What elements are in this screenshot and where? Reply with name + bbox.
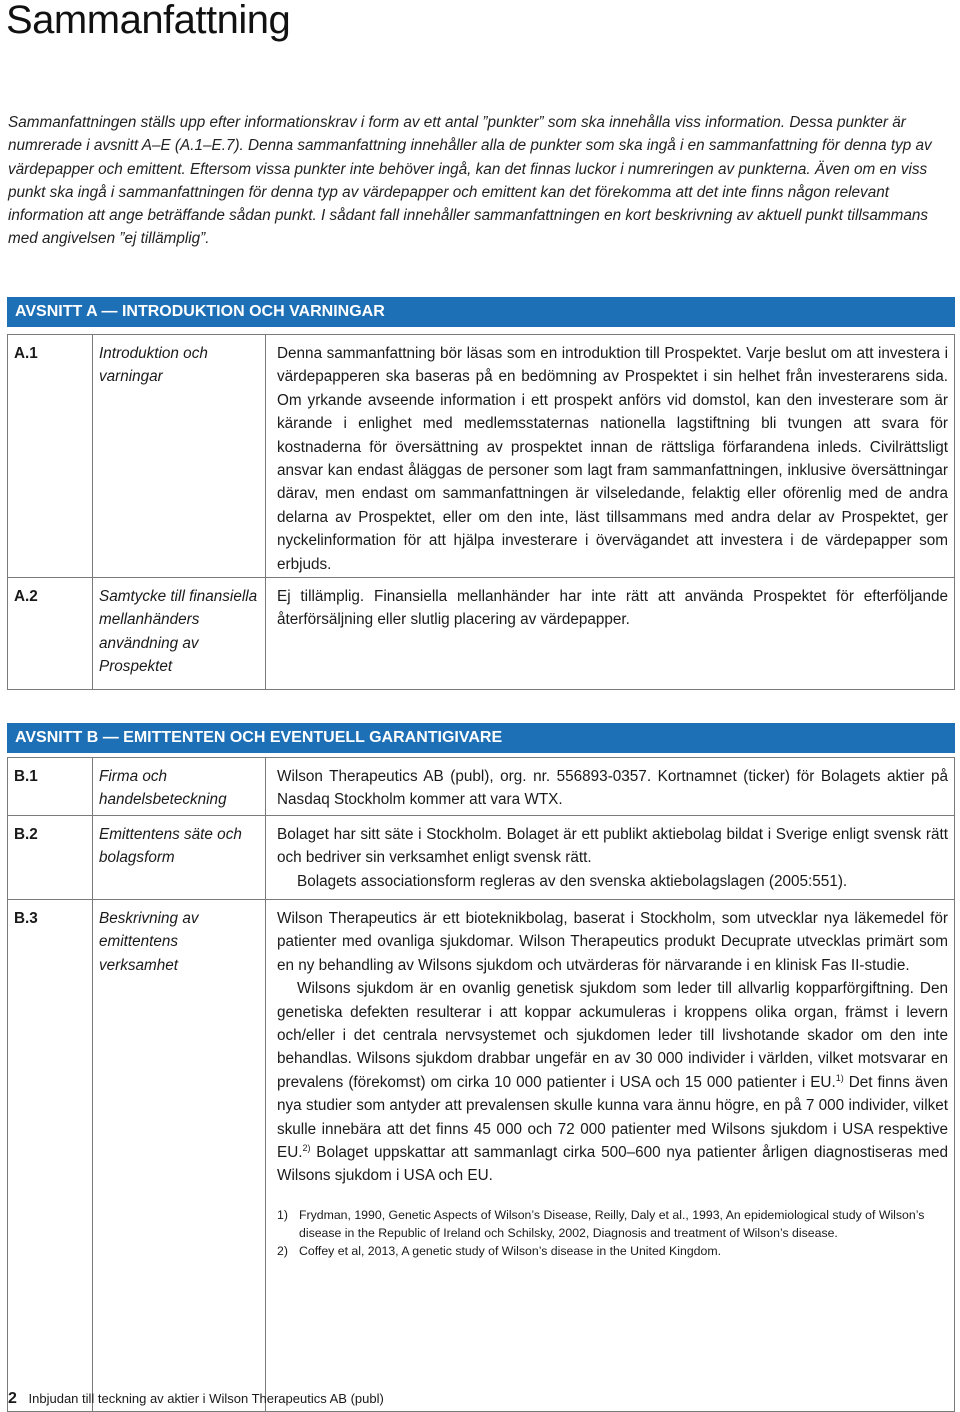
item-text: Ej tillämplig. Finansiella mellanhänder har inte rätt att använda Prospektet för efterföljande återförsäljning eller slutlig placering av värdepapper. — [266, 578, 955, 690]
footnote-text: Coffey et al, 2013, A genetic study of Wilson’s disease in the United Kingdom. — [299, 1243, 721, 1258]
footnote-number: 1) — [277, 1207, 288, 1222]
item-name: Beskrivning av emittentens verksamhet — [93, 900, 266, 1412]
footnote-text: Frydman, 1990, Genetic Aspects of Wilson’s Disease, Reilly, Daly et al., 1993, An epidemiological study of Wilson’s disease in the Republic of Ireland och Schilsky, 2002, Diagnosis and treatment of Wilson’s disease. — [299, 1207, 925, 1240]
section-a-header: AVSNITT A — INTRODUKTION OCH VARNINGAR — [7, 297, 955, 327]
table-row — [8, 900, 955, 1412]
item-text — [266, 900, 955, 1412]
page-number: 2 — [8, 1390, 17, 1407]
table-row — [8, 758, 955, 816]
section-b-header: AVSNITT B — EMITTENTEN OCH EVENTUELL GARANTIGIVARE — [7, 723, 955, 753]
b2-paragraph-2: Bolagets associationsform regleras av den svenska aktiebolagslagen (2005:551). — [297, 872, 848, 890]
section-b-table — [7, 757, 955, 1412]
item-id: A.1 — [8, 335, 93, 578]
item-text — [266, 816, 955, 900]
item-name: Introduktion och varningar — [93, 335, 266, 578]
item-id: A.2 — [8, 578, 93, 690]
item-id: B.2 — [8, 816, 93, 900]
b3-text-c: Bolaget uppskattar att sammanlagt cirka 500–600 nya patienter årligen diagnostiseras med Wilsons sjukdom i USA och EU. — [277, 1144, 948, 1185]
b3-paragraph-2 — [277, 977, 948, 1188]
item-name: Samtycke till finansiella mellanhänders användning av Prospektet — [93, 578, 266, 690]
intro-paragraph: Sammanfattningen ställs upp efter informationskrav i form av ett antal ”punkter” som ska innehålla viss information. Dessa punkter är numrerade i avsnitt A–E (A.1–E.7). Denna sammanfattning innehåller alla de punkter som ska ingå i en sammanfattning för denna typ av värdepapper och emittent. Eftersom vissa punkter inte behöver ingå, kan det finnas luckor i numreringen av punkterna. Även om en viss punkt ska ingå i sammanfattningen för denna typ av värdepapper och emittent kan det förekomma att det inte finns någon relevant information att ange beträffande sådan punkt. I sådant fall innehåller sammanfattningen en kort beskrivning av aktuell punkt tillsammans med angivelsen ”ej tillämplig”. — [8, 114, 932, 248]
footnote — [277, 1206, 948, 1242]
footer-text: Inbjudan till teckning av aktier i Wilson Therapeutics AB (publ) — [28, 1391, 384, 1406]
item-name: Emittentens säte och bolagsform — [93, 816, 266, 900]
table-row — [8, 816, 955, 900]
b3-paragraph-1: Wilson Therapeutics är ett bioteknikbolag, baserat i Stockholm, som utvecklar nya läkemedel för patienter med ovanliga sjukdomar. Wilson Therapeutics produkt Decuprate utvecklas primärt som en ny behandling av Wilsons sjukdom och utvärderas för närvarande i en klinisk Fas II-studie. — [277, 910, 948, 974]
page-title: Sammanfattning — [6, 0, 291, 42]
b3-text-b: Det finns även nya studier som antyder att prevalensen skulle kunna vara ännu högre, en på 7 000 individer, vilket skulle innebära att det finns 45 000 och 72 000 patienter med Wilsons sjukdom i USA respektive EU. — [277, 1073, 948, 1162]
item-text: Denna sammanfattning bör läsas som en introduktion till Prospektet. Varje beslut om att investera i värdepapperen ska baseras på en bedömning av Prospektet i sin helhet från investerarens sida. Om yrkande avseende information i ett prospekt anförs vid domstol, kan den investerare som är kärande i enlighet med medlemsstaternas nationella lagstiftning bli tvungen att svara för kostnaderna för översättning av prospektet innan de rättsliga förfarandena inleds. Civilrättsligt ansvar kan endast åläggas de personer som lagt fram sammanfattningen, inklusive översättningar därav, men endast om sammanfattningen är vilseledande, felaktig eller oförenlig med de andra delarna av Prospektet, eller om den inte, läst tillsammans med andra delar av Prospektet, ger nyckelinformation för att hjälpa investerare i övervägandet att investera i de värdepapper som erbjuds. — [266, 335, 955, 578]
item-id: B.1 — [8, 758, 93, 816]
item-text: Wilson Therapeutics AB (publ), org. nr. 556893-0357. Kortnamnet (ticker) för Bolagets aktier på Nasdaq Stockholm kommer att vara WTX. — [266, 758, 955, 816]
item-id: B.3 — [8, 900, 93, 1412]
page-footer — [8, 1390, 384, 1408]
footnote-ref-2: 2) — [302, 1142, 311, 1153]
item-name: Firma och handelsbeteckning — [93, 758, 266, 816]
table-row — [8, 335, 955, 578]
footnote-ref-1: 1) — [835, 1072, 844, 1083]
footnote — [277, 1242, 948, 1260]
table-row — [8, 578, 955, 690]
footnotes — [277, 1206, 948, 1260]
b3-text-a: Wilsons sjukdom är en ovanlig genetisk sjukdom som leder till allvarlig kopparförgiftning. Den genetiska defekten resulterar i att koppar ackumuleras i kroppens olika organ, främst i levern och/eller i det centrala nervsystemet och sjukdomen leder till livshotande skador om den inte behandlas. Wilsons sjukdom drabbar ungefär en av 30 000 individer i världen, vilket motsvarar en prevalens (förekomst) om cirka 10 000 patienter i USA och 15 000 patienter i EU. — [277, 980, 948, 1091]
footnote-number: 2) — [277, 1243, 288, 1258]
section-a-table — [7, 334, 955, 690]
b2-paragraph-1: Bolaget har sitt säte i Stockholm. Bolaget är ett publikt aktiebolag bildat i Sverige enligt svensk rätt och bedriver sin verksamhet enligt svensk rätt. — [277, 826, 948, 867]
